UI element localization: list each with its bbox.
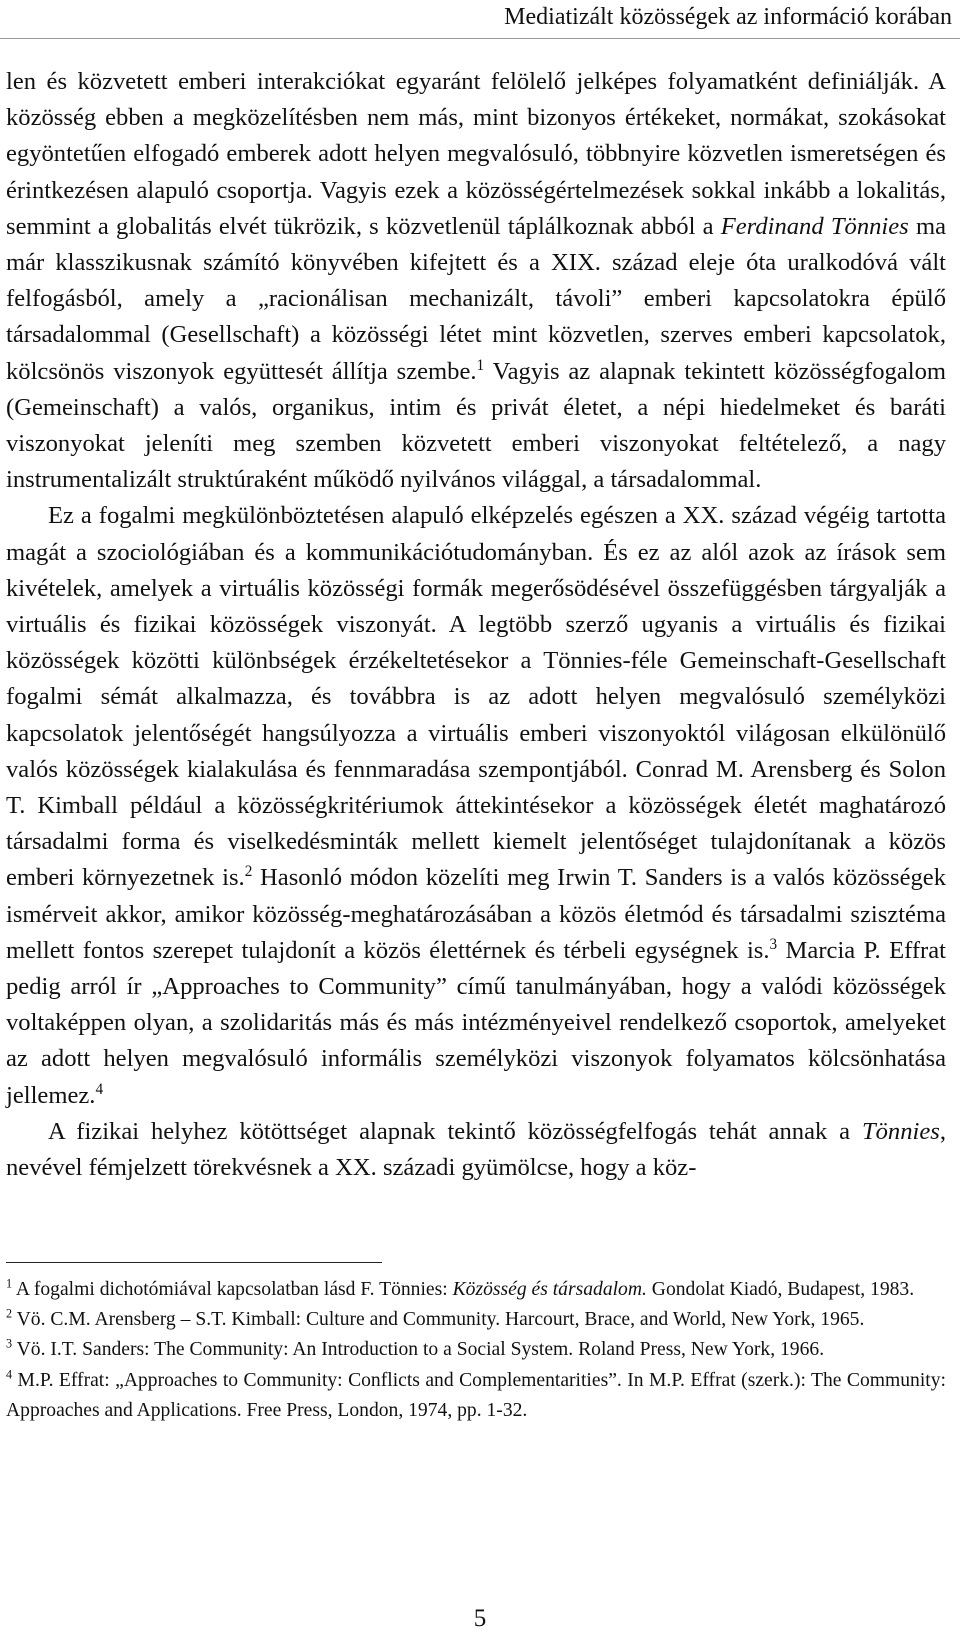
footnote-book-title: Közösség és társadalom. [452,1279,647,1300]
footnote-2 [6,1305,946,1335]
footnote-number: 3 [6,1336,13,1351]
paragraph-2-text-b: Hasonló módon közelíti meg Irwin T. Sanders is a valós közösségek ismérveit akkor, amikor közösség-meghatározásában a közös életmód és társadalmi szisztéma mellett fontos szerepet tulajdonít a közös élettérnek és térbeli egységnek is. [6,864,946,964]
running-header [0,0,960,39]
page-number: 5 [473,1605,487,1632]
paragraph-3-text-a: A fizikai helyhez kötöttséget alapnak tekintő közösségfelfogás tehát annak a [48,1117,862,1145]
header-title: Mediatizált közösségek az információ korában [504,4,952,30]
footnote-number: 4 [6,1367,13,1382]
author-name-tonnies-2: Tönnies [861,1117,940,1145]
footnote-text: M.P. Effrat: „Approaches to Community: Conflicts and Complementarities”. In M.P. Effrat (szerk.): The Community: Approaches and Applications. Free Press, London, 1974, pp. 1-32. [6,1369,946,1421]
footnote-ref-3[interactable]: 3 [769,935,778,953]
footnote-text-end: Gondolat Kiadó, Budapest, 1983. [646,1279,915,1300]
footnote-text: A fogalmi dichotómiával kapcsolatban lásd F. Tönnies: [12,1279,453,1300]
footnote-separator [6,1262,382,1263]
body-text [6,64,946,1186]
footnote-ref-1[interactable]: 1 [476,356,485,374]
paragraph-1-text-a: len és közvetett emberi interakciókat egyaránt felölelő jelképes folyamatként definiálják. A közösség ebben a megközelítésben nem más, mint bizonyos értékeket, normákat, szokásokat egyöntetűen elfogadó emberek adott helyen megvalósuló, többnyire közvetlen ismeretségen és érintkezésen alapuló csoportja. Vagyis ezek a közösségértelmezések sokkal inkább a lokalitás, semmint a globalitás elvét tükrözik, s közvetlenül táplálkoznak abból a [6,68,946,240]
paragraph-3 [6,1114,946,1186]
paragraph-3-text-b: , nevével fémjelzett törekvésnek a XX. századi gyümölcse, hogy a köz- [6,1117,946,1182]
paragraph-1-text-b: ma már klasszikusnak számító könyvében kifejtett és a XIX. század eleje óta uralkodóvá vált felfogásból, amely a „racionálisan mechanizált, távoli” emberi kapcsolatokra épülő társadalommal (Gesellschaft) a közösségi létet mint közvetlen, szerves emberi kapcsolatok, kölcsönös viszonyok együttesét állítja szembe. [6,212,947,385]
footnote-3 [6,1335,946,1365]
footnote-1 [6,1275,946,1305]
footnote-number: 1 [6,1276,13,1291]
footnote-ref-4[interactable]: 4 [95,1080,104,1098]
footnote-text: Vö. I.T. Sanders: The Community: An Introduction to a Social System. Roland Press, New York, 1966. [12,1339,825,1361]
footnote-ref-2[interactable]: 2 [244,863,253,881]
footnote-4 [6,1366,946,1426]
paragraph-2 [6,498,946,1113]
paragraph-2-text-c: Marcia P. Effrat pedig arról ír „Approaches to Community” című tanulmányában, hogy a valódi közösségek voltaképpen olyan, a szolidaritás más és más intézményeivel rendelkező csoportok, amelyeket az adott helyen megvalósuló informális személyközi viszonyok folyamatos kölcsönhatása jellemez. [6,936,946,1109]
paragraph-1 [6,64,946,498]
footnote-number: 2 [6,1306,13,1321]
author-name-tonnies: Ferdinand Tönnies [720,212,909,240]
paragraph-1-text-c: Vagyis az alapnak tekintett közösségfogalom (Gemeinschaft) a valós, organikus, intim és privát életet, a népi hiedelmeket és baráti viszonyokat jeleníti meg szemben közvetett emberi viszonyokat feltételező, a nagy instrumentalizált struktúraként működő nyilvános világgal, a társadalommal. [6,357,946,494]
footnote-text: Vö. C.M. Arensberg – S.T. Kimball: Culture and Community. Harcourt, Brace, and World, New York, 1965. [12,1309,865,1331]
paragraph-2-text-a: Ez a fogalmi megkülönböztetésen alapuló elképzelés egészen a XX. század végéig tartotta magát a szociológiában és a kommunikációtudományban. És ez az alól azok az írások sem kivételek, amelyek a virtuális közösségi formák megerősödésével összefüggésben tárgyalják a virtuális és fizikai közösségek viszonyát. A legtöbb szerző ugyanis a virtuális és fizikai közösségek közötti különbségek érzékeltetésekor a Tönnies-féle Gemeinschaft-Gesellschaft fogalmi sémát alkalmazza, és továbbra is az adott helyen megvalósuló személyközi kapcsolatok jelentőségét hangsúlyozza a virtuális emberi viszonyoktól világosan elkülönülő valós közösségek kialakulása és fennmaradása szempontjából. Conrad M. Arensberg és Solon T. Kimball például a közösségkritériumok áttekintésekor a közösségek életét maghatározó társadalmi forma és viselkedésminták mellett kiemelt jelentőséget tulajdonítanak a közös emberi környezetnek is. [6,502,946,892]
footnotes [6,1275,946,1426]
